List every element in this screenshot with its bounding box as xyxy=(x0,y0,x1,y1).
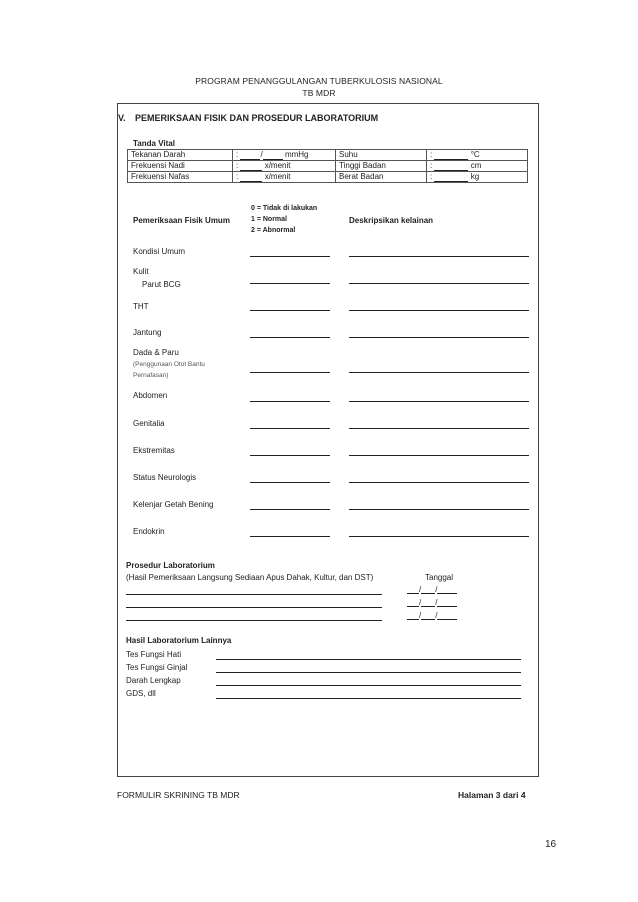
exam-description-field[interactable] xyxy=(349,509,529,510)
other-lab-field[interactable] xyxy=(216,685,521,686)
vital-field[interactable]: : / mmHg xyxy=(233,150,336,161)
vital-signs-title: Tanda Vital xyxy=(133,139,175,148)
other-lab-title: Hasil Laboratorium Lainnya xyxy=(126,636,232,645)
vital-label: Suhu xyxy=(336,150,427,161)
other-lab-field[interactable] xyxy=(216,672,521,673)
other-lab-field[interactable] xyxy=(216,698,521,699)
exam-description-field[interactable] xyxy=(349,455,529,456)
exam-item-note: Pernafasan) xyxy=(133,372,169,379)
lab-result-field[interactable] xyxy=(126,594,382,595)
vital-label: Frekuensi Nafas xyxy=(128,172,233,183)
other-lab-label: GDS, dll xyxy=(126,689,156,698)
vital-label: Berat Badan xyxy=(336,172,427,183)
lab-date-field[interactable]: / / xyxy=(407,597,457,607)
exam-code-field[interactable] xyxy=(250,283,330,284)
vital-field[interactable]: : kg xyxy=(427,172,528,183)
legend-line: 1 = Normal xyxy=(251,216,287,223)
vital-field[interactable]: : °C xyxy=(427,150,528,161)
vital-row xyxy=(128,161,528,172)
vital-label: Frekuensi Nadi xyxy=(128,161,233,172)
vital-row xyxy=(128,150,528,161)
exam-description-field[interactable] xyxy=(349,482,529,483)
exam-code-field[interactable] xyxy=(250,401,330,402)
exam-item-label: Kelenjar Getah Bening xyxy=(133,500,214,509)
exam-item-label: Kulit xyxy=(133,267,149,276)
document-subtitle: TB MDR xyxy=(302,88,336,98)
form-name: FORMULIR SKRINING TB MDR xyxy=(117,790,240,800)
exam-code-field[interactable] xyxy=(250,536,330,537)
exam-description-field[interactable] xyxy=(349,310,529,311)
exam-description-field[interactable] xyxy=(349,372,529,373)
vital-signs-table xyxy=(127,149,528,183)
exam-item-label: Status Neurologis xyxy=(133,473,197,482)
document-title: PROGRAM PENANGGULANGAN TUBERKULOSIS NASIONAL xyxy=(195,76,443,86)
section-number: V. xyxy=(118,113,126,123)
lab-date-label: Tanggal xyxy=(425,573,454,582)
exam-code-field[interactable] xyxy=(250,509,330,510)
vital-unit: x/menit xyxy=(264,161,291,170)
other-lab-label: Tes Fungsi Hati xyxy=(126,650,182,659)
vital-unit: °C xyxy=(470,150,480,159)
exam-item-label: Jantung xyxy=(133,328,162,337)
exam-code-field[interactable] xyxy=(250,256,330,257)
page-number: 16 xyxy=(545,839,557,850)
other-lab-field[interactable] xyxy=(216,659,521,660)
vital-row xyxy=(128,172,528,183)
section-title: PEMERIKSAAN FISIK DAN PROSEDUR LABORATORIUM xyxy=(135,113,379,123)
exam-description-field[interactable] xyxy=(349,283,529,284)
vital-label: Tekanan Darah xyxy=(128,150,233,161)
vital-field[interactable]: : cm xyxy=(427,161,528,172)
exam-item-label: Kondisi Umum xyxy=(133,247,186,256)
lab-result-field[interactable] xyxy=(126,607,382,608)
vital-unit: kg xyxy=(470,172,480,181)
exam-item-label: Endokrin xyxy=(133,527,165,536)
exam-item-label: Ekstremitas xyxy=(133,446,175,455)
lab-date-field[interactable]: / / xyxy=(407,610,457,620)
exam-item-label: Abdomen xyxy=(133,391,168,400)
lab-subtitle: (Hasil Pemeriksaan Langsung Sediaan Apus Dahak, Kultur, dan DST) xyxy=(126,573,374,582)
exam-code-field[interactable] xyxy=(250,455,330,456)
exam-description-field[interactable] xyxy=(349,256,529,257)
legend-line: 0 = Tidak di lakukan xyxy=(251,205,318,212)
vital-unit: cm xyxy=(470,161,482,170)
exam-code-field[interactable] xyxy=(250,428,330,429)
exam-description-field[interactable] xyxy=(349,337,529,338)
exam-code-field[interactable] xyxy=(250,372,330,373)
legend-line: 2 = Abnormal xyxy=(251,227,296,234)
lab-result-field[interactable] xyxy=(126,620,382,621)
vital-unit: mmHg xyxy=(284,150,309,159)
lab-date-field[interactable]: / / xyxy=(407,584,457,594)
vital-unit: x/menit xyxy=(264,172,291,181)
lab-title: Prosedur Laboratorium xyxy=(126,561,215,570)
exam-item-label: Parut BCG xyxy=(142,280,181,289)
exam-item-label: Dada & Paru xyxy=(133,348,179,357)
exam-description-field[interactable] xyxy=(349,428,529,429)
other-lab-label: Darah Lengkap xyxy=(126,676,181,685)
exam-item-label: THT xyxy=(133,302,149,311)
vital-field[interactable]: : x/menit xyxy=(233,172,336,183)
other-lab-label: Tes Fungsi Ginjal xyxy=(126,663,188,672)
exam-code-field[interactable] xyxy=(250,337,330,338)
exam-header: Pemeriksaan Fisik Umum xyxy=(133,216,230,225)
exam-description-field[interactable] xyxy=(349,401,529,402)
vital-field[interactable]: : x/menit xyxy=(233,161,336,172)
exam-description-field[interactable] xyxy=(349,536,529,537)
description-header: Deskripsikan kelainan xyxy=(349,216,434,225)
vital-label: Tinggi Badan xyxy=(336,161,427,172)
exam-code-field[interactable] xyxy=(250,310,330,311)
exam-code-field[interactable] xyxy=(250,482,330,483)
exam-item-label: Genitalia xyxy=(133,419,165,428)
page-info: Halaman 3 dari 4 xyxy=(458,790,526,800)
exam-item-note: (Penggunaan Otot Bantu xyxy=(133,361,205,368)
